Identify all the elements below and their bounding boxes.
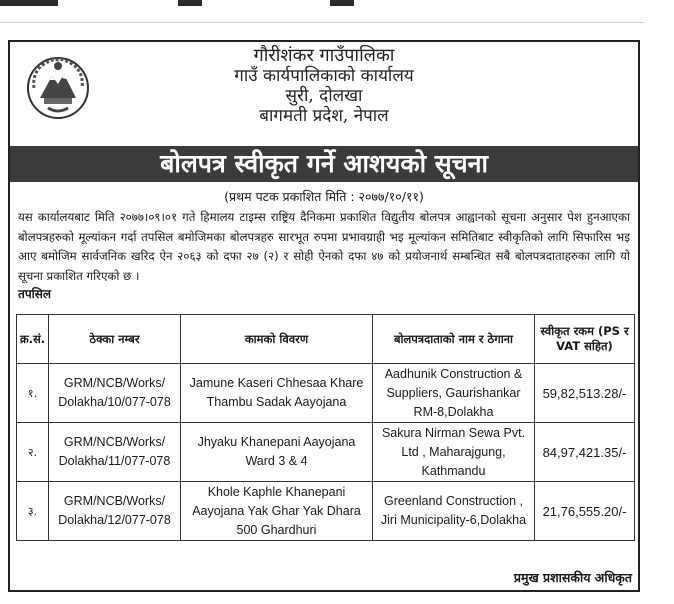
table-row <box>17 364 635 423</box>
table-row <box>17 482 635 541</box>
cell-contract: GRM/NCB/Works/ Dolakha/11/077-078 <box>49 423 181 482</box>
notice-header <box>10 42 638 146</box>
cell-sn: २. <box>17 423 49 482</box>
notice-body: यस कार्यालयबाट मिति २०७७।०९।०१ गते हिमालय टाइम्स राष्ट्रिय दैनिकमा प्रकाशित विद्युतीय बोलपत्र आह्वानको सूचना अनुसार पेश हुनआएका बोलपत्रहरुको मूल्यांकन गर्दा तपसिल बमोजिमका बोलपत्रहरु सारभूत रुपमा प्रभावग्राही भइ मूल्यांकन समितिबाट स्वीकृतिको लागि सिफारिस भइ आए बमोजिम सार्वजनिक खरिद ऐन २०६३ को दफा २७ (२) र सोही ऐनको दफा ४७ को प्रयोजनार्थ सम्बन्धित सबै बोलपत्रदाताहरुका लागि यो सूचना प्रकाशित गरिएको छ । <box>18 210 630 283</box>
col-header-sn: क्र.सं. <box>17 315 49 364</box>
col-header-contract: ठेक्का नम्बर <box>49 315 181 364</box>
municipality-name: गौरीशंकर गाउँपालिका <box>253 45 395 66</box>
province-country: बागमती प्रदेश, नेपाल <box>259 106 389 126</box>
tender-notice <box>8 40 640 592</box>
cell-bidder: Aadhunik Construction & Suppliers, Gaurishankar RM-8,Dolakha <box>373 364 535 423</box>
col-header-bidder: बोलपत्रदाताको नाम र ठेगाना <box>373 315 535 364</box>
cell-contract: GRM/NCB/Works/ Dolakha/12/077-078 <box>49 482 181 541</box>
cell-amount: 84,97,421.35/- <box>535 423 635 482</box>
office-location: सुरी, दोलखा <box>285 86 363 106</box>
office-name: गाउँ कार्यपालिकाको कार्यालय <box>234 66 414 86</box>
cell-bidder: Greenland Construction , Jiri Municipality-6,Dolakha <box>373 482 535 541</box>
cell-bidder: Sakura Nirman Sewa Pvt. Ltd , Maharajgung, Kathmandu <box>373 423 535 482</box>
cell-sn: १. <box>17 364 49 423</box>
cell-contract: GRM/NCB/Works/ Dolakha/10/077-078 <box>49 364 181 423</box>
col-header-amount: स्वीकृत रकम (PS र VAT सहित) <box>535 315 635 364</box>
organization-block <box>10 46 638 126</box>
schedule-label: तपसिल <box>18 287 52 301</box>
cropped-text-fragment <box>178 0 202 6</box>
col-header-work: कामको विवरण <box>181 315 373 364</box>
cell-work: Khole Kaphle Khanepani Aayojana Yak Ghar Yak Dhara 500 Ghardhuri <box>181 482 373 541</box>
publication-date: (प्रथम पटक प्रकाशित मिति : २०७७/१०/११) <box>224 189 424 204</box>
cell-work: Jamune Kaseri Chhesaa Khare Thambu Sadak Aayojana <box>181 364 373 423</box>
cell-amount: 21,76,555.20/- <box>535 482 635 541</box>
signatory: प्रमुख प्रशासकीय अधिकृत <box>513 570 632 585</box>
cell-sn: ३. <box>17 482 49 541</box>
cell-amount: 59,82,513.28/- <box>535 364 635 423</box>
divider <box>0 22 644 23</box>
cropped-text-fragment <box>0 0 58 6</box>
table-header-row <box>17 315 635 364</box>
notice-title: बोलपत्र स्वीकृत गर्ने आशयको सूचना <box>10 146 638 182</box>
cell-work: Jhyaku Khanepani Aayojana Ward 3 & 4 <box>181 423 373 482</box>
cropped-text-fragment <box>330 0 354 6</box>
bid-table <box>16 314 635 541</box>
table-row <box>17 423 635 482</box>
previous-page-strip <box>0 0 674 22</box>
